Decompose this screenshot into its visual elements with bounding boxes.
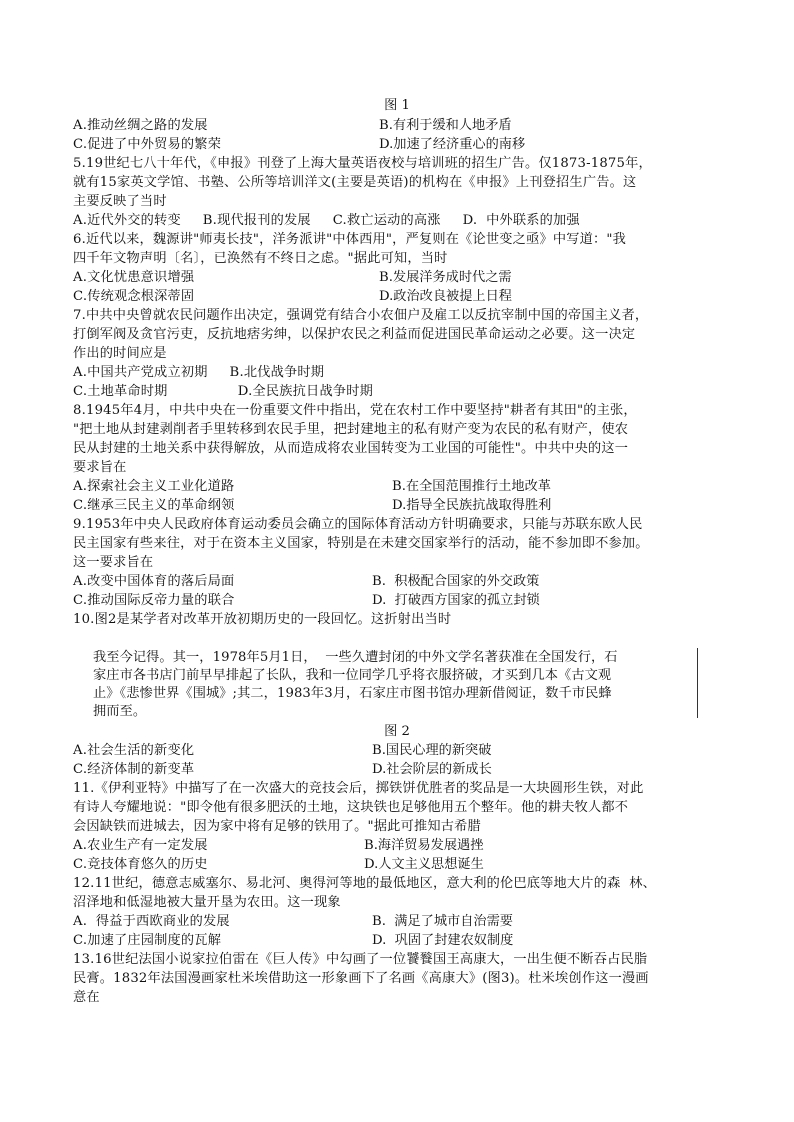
q12-option-d[interactable]: D. 巩固了封建农奴制度 bbox=[372, 933, 514, 948]
figure-1-caption: 图 1 bbox=[384, 98, 410, 113]
q7-stem-line: 作出的时间应是 bbox=[73, 346, 167, 361]
quote-line: 家庄市各书店门前早早排起了长队，我和一位同学几乎将衣服挤破，才买到几本《古文观 bbox=[93, 668, 612, 683]
q10-stem: 10.图2是某学者对改革开放初期历史的一段回忆。这折射出当时 bbox=[73, 612, 452, 627]
figure-2-quote-box bbox=[91, 648, 698, 718]
q13-stem-line: 民膏。1832年法国漫画家杜米埃借助这一形象画下了名画《高康大》(图3)。杜米埃创作这一漫画 bbox=[73, 971, 649, 986]
q12-option-a[interactable]: A. 得益于西欧商业的发展 bbox=[73, 914, 230, 929]
q8-stem-line: "把土地从封建剥削者手里转移到农民手里，把封建地主的私有财产变为农民的私有财产，使农 bbox=[73, 422, 629, 437]
q7-options-row-1[interactable]: A.中国共产党成立初期 B.北伐战争时期 bbox=[73, 365, 325, 380]
q6-option-a[interactable]: A.文化忧患意识增强 bbox=[73, 270, 195, 285]
q10-option-d[interactable]: D.社会阶层的新成长 bbox=[372, 762, 492, 777]
q8-option-a[interactable]: A.探索社会主义工业化道路 bbox=[73, 479, 235, 494]
q6-stem-line: 6.近代以来，魏源讲"师夷长技"，洋务派讲"中体西用"，严复则在《论世变之亟》中写道："我 bbox=[73, 232, 627, 247]
q13-stem-line: 13.16世纪法国小说家拉伯雷在《巨人传》中勾画了一位饕餮国王高康大，一出生便不断吞占民脂 bbox=[73, 952, 648, 967]
q6-option-d[interactable]: D.政治改良被提上日程 bbox=[379, 289, 512, 304]
q5-stem-line: 5.19世纪七八十年代，《申报》刊登了上海大量英语夜校与培训班的招生广告。仅1873-1875年， bbox=[73, 156, 652, 171]
q9-option-c[interactable]: C.推动国际反帝力量的联合 bbox=[73, 593, 235, 608]
q11-stem-line: 会因缺铁而进城去，因为家中将有足够的铁用了。"据此可推知古希腊 bbox=[73, 819, 481, 834]
q4-option-b[interactable]: B.有利于缓和人地矛盾 bbox=[379, 118, 512, 133]
quote-line: 拥而至。 bbox=[93, 704, 147, 719]
q5-stem-line: 就有15家英文学馆、书塾、公所等培训洋文(主要是英语)的机构在《申报》上刊登招生广告。这 bbox=[73, 175, 637, 190]
q9-stem-line: 民主国家有些来往，对于在资本主义国家，特别是在未建交国家举行的活动，能不参加即不参加。 bbox=[73, 536, 649, 551]
q11-option-d[interactable]: D.人文主义思想诞生 bbox=[364, 857, 484, 872]
q8-option-b[interactable]: B.在全国范围推行土地改革 bbox=[392, 479, 551, 494]
q11-option-b[interactable]: B.海洋贸易发展遇挫 bbox=[364, 838, 484, 853]
q12-stem-line: 12.11世纪，德意志威塞尔、易北河、奥得河等地的最低地区，意大利的伦巴底等地大片的森 林、 bbox=[73, 876, 657, 891]
figure-2-caption: 图 2 bbox=[384, 724, 410, 739]
q7-stem-line: 打倒军阀及贪官污吏，反抗地痞劣绅，以保护农民之利益而促进国民革命运动之必要。这一决定 bbox=[73, 327, 636, 342]
q8-option-d[interactable]: D.指导全民族抗战取得胜利 bbox=[392, 498, 552, 513]
q12-stem-line: 沼泽地和低湿地被大量开垦为农田。这一现象 bbox=[73, 895, 341, 910]
q9-option-a[interactable]: A.改变中国体育的落后局面 bbox=[73, 574, 235, 589]
q9-option-b[interactable]: B. 积极配合国家的外交政策 bbox=[372, 574, 540, 589]
q11-stem-line: 有诗人夸耀地说："即令他有很多肥沃的土地，这块铁也足够他用五个整年。他的耕夫牧人都不 bbox=[73, 800, 629, 815]
q5-options[interactable]: A.近代外交的转变 B.现代报刊的发展 C.救亡运动的高涨 D. 中外联系的加强 bbox=[73, 213, 580, 228]
q8-stem-line: 民从封建的土地关系中获得解放，从而造成将农业国转变为工业国的可能性"。中共中央的这一 bbox=[73, 441, 629, 456]
q4-option-a[interactable]: A.推动丝绸之路的发展 bbox=[73, 118, 208, 133]
q11-option-c[interactable]: C.竞技体育悠久的历史 bbox=[73, 857, 208, 872]
q8-stem-line: 要求旨在 bbox=[73, 460, 127, 475]
q9-stem-line: 这一要求旨在 bbox=[73, 555, 154, 570]
q12-option-b[interactable]: B. 满足了城市自治需要 bbox=[372, 914, 513, 929]
q8-option-c[interactable]: C.继承三民主义的革命纲领 bbox=[73, 498, 235, 513]
q7-stem-line: 7.中共中央曾就农民问题作出决定，强调党有结合小农佃户及雇工以反抗宰制中国的帝国主义者， bbox=[73, 308, 649, 323]
q11-option-a[interactable]: A.农业生产有一定发展 bbox=[73, 838, 208, 853]
q10-option-a[interactable]: A.社会生活的新变化 bbox=[73, 743, 195, 758]
q5-stem-line: 主要反映了当时 bbox=[73, 194, 167, 209]
q12-option-c[interactable]: C.加速了庄园制度的瓦解 bbox=[73, 933, 222, 948]
q11-stem-line: 11.《伊利亚特》中描写了在一次盛大的竞技会后，掷铁饼优胜者的奖品是一大块圆形生铁，对此 bbox=[73, 781, 644, 796]
q4-option-d[interactable]: D.加速了经济重心的南移 bbox=[379, 137, 526, 152]
q9-stem-line: 9.1953年中央人民政府体育运动委员会确立的国际体育活动方针明确要求，只能与苏联东欧人民 bbox=[73, 517, 643, 532]
q6-stem-line: 四千年文物声明〔名〕，已涣然有不终日之虑。"据此可知，当时 bbox=[73, 251, 448, 266]
q6-option-c[interactable]: C.传统观念根深蒂固 bbox=[73, 289, 195, 304]
quote-line: 止》《悲惨世界《围城》;其二，1983年3月，石家庄市图书馆办理新借阅证，数千市民蜂 bbox=[93, 686, 612, 701]
q8-stem-line: 8.1945年4月，中共中央在一份重要文件中指出，党在农村工作中要坚持"耕者有其田"的主张， bbox=[73, 403, 637, 418]
q4-option-c[interactable]: C.促进了中外贸易的繁荣 bbox=[73, 137, 222, 152]
quote-line: 我至今记得。其一，1978年5月1日， 一些久遭封闭的中外文学名著获准在全国发行，石 bbox=[93, 650, 618, 665]
q9-option-d[interactable]: D. 打破西方国家的孤立封锁 bbox=[372, 593, 540, 608]
q6-option-b[interactable]: B.发展洋务成时代之需 bbox=[379, 270, 512, 285]
q10-option-b[interactable]: B.国民心理的新突破 bbox=[372, 743, 492, 758]
q7-options-row-2[interactable]: C.土地革命时期 D.全民族抗日战争时期 bbox=[73, 384, 373, 399]
q13-stem-line: 意在 bbox=[73, 990, 100, 1005]
q10-option-c[interactable]: C.经济体制的新变革 bbox=[73, 762, 195, 777]
